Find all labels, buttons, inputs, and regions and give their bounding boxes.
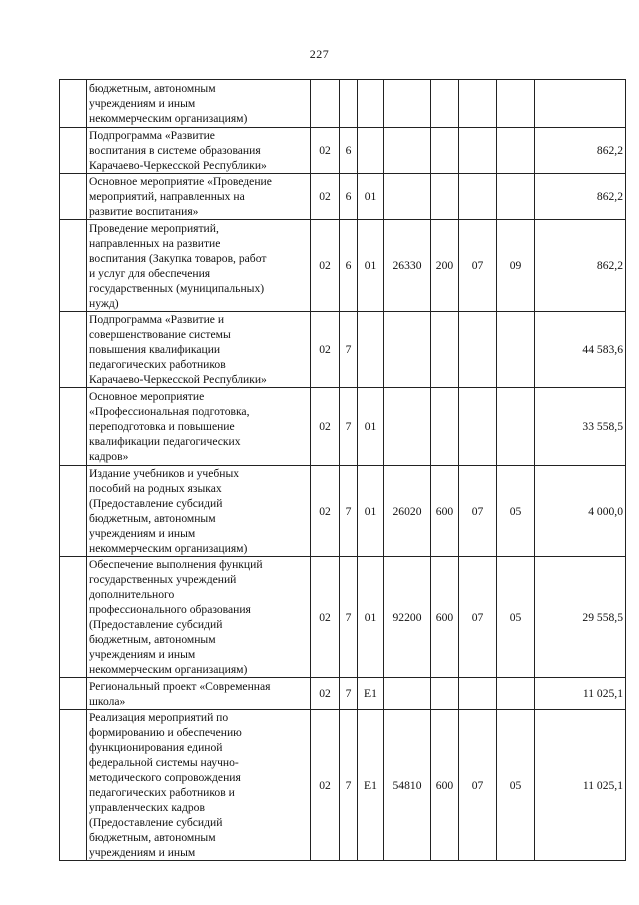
- subprogram-code-cell: [340, 312, 358, 388]
- row-name-cell: [87, 80, 311, 128]
- subprogram-code: 7: [345, 610, 352, 624]
- program-code-cell: [311, 174, 340, 220]
- row-name: бюджетным, автономным учреждениям и иным некоммерческим организациям): [89, 82, 248, 125]
- subsection-code: 09: [509, 259, 522, 272]
- main-event-code-cell: [358, 388, 384, 466]
- program-code: 02: [319, 420, 331, 433]
- subsection-code-cell: [497, 174, 535, 220]
- subprogram-code-cell: [340, 128, 358, 174]
- row-name: Региональный проект «Современная школа»: [89, 679, 271, 708]
- table-row: [60, 678, 626, 710]
- direction-code-cell: [384, 220, 431, 312]
- subprogram-code: 7: [345, 778, 352, 792]
- subsection-code-cell: [497, 128, 535, 174]
- subsection-code-cell: [497, 710, 535, 861]
- amount: 29 558,5: [582, 610, 623, 624]
- expense-type-code-cell: [431, 128, 459, 174]
- main-event-code-cell: [358, 678, 384, 710]
- main-event-code-cell: [358, 466, 384, 557]
- expense-type-code-cell: [431, 678, 459, 710]
- subprogram-code-cell: [340, 80, 358, 128]
- section-code-cell: [459, 388, 497, 466]
- section-code-cell: [459, 710, 497, 861]
- blank-cell: [60, 128, 87, 174]
- row-name-cell: [87, 557, 311, 678]
- blank-cell: [60, 312, 87, 388]
- amount-cell: [535, 80, 626, 128]
- page-number: 227: [309, 47, 330, 61]
- program-code: 02: [319, 144, 331, 157]
- row-name-cell: [87, 312, 311, 388]
- subprogram-code-cell: [340, 678, 358, 710]
- main-event-code: 01: [364, 259, 377, 272]
- main-event-code: 01: [364, 190, 377, 203]
- row-name: Обеспечение выполнения функций государственных учреждений дополнительного профессионального образования (Предоставление субсидий бюджетным, автономным учреждениям и иным некоммерческим организациям): [89, 558, 263, 676]
- blank-cell: [60, 220, 87, 312]
- subsection-code-cell: [497, 388, 535, 466]
- main-event-code-cell: [358, 174, 384, 220]
- table-row: [60, 220, 626, 312]
- table-row: [60, 388, 626, 466]
- expense-type-code: 200: [435, 259, 454, 272]
- main-event-code: 01: [364, 504, 377, 518]
- row-name: Основное мероприятие «Проведение мероприятий, направленных на развитие воспитания»: [89, 175, 272, 218]
- subsection-code: 05: [509, 610, 522, 624]
- program-code: 02: [319, 343, 331, 356]
- section-code-cell: [459, 678, 497, 710]
- subprogram-code: 7: [345, 420, 352, 433]
- blank-cell: [60, 678, 87, 710]
- main-event-code-cell: [358, 710, 384, 861]
- direction-code-cell: [384, 557, 431, 678]
- amount: 4 000,0: [588, 504, 623, 518]
- expense-type-code-cell: [431, 174, 459, 220]
- program-code-cell: [311, 312, 340, 388]
- direction-code-cell: [384, 312, 431, 388]
- amount: 862,2: [596, 190, 623, 203]
- section-code-cell: [459, 174, 497, 220]
- blank-cell: [60, 80, 87, 128]
- row-name-cell: [87, 128, 311, 174]
- main-event-code: Е1: [364, 778, 377, 792]
- section-code-cell: [459, 466, 497, 557]
- blank-cell: [60, 557, 87, 678]
- main-event-code: 01: [364, 610, 377, 624]
- expense-type-code-cell: [431, 388, 459, 466]
- main-event-code-cell: [358, 312, 384, 388]
- main-event-code-cell: [358, 220, 384, 312]
- amount-cell: [535, 128, 626, 174]
- section-code-cell: [459, 557, 497, 678]
- program-code: 02: [319, 190, 331, 203]
- direction-code-cell: [384, 128, 431, 174]
- subprogram-code-cell: [340, 174, 358, 220]
- direction-code-cell: [384, 388, 431, 466]
- program-code: 02: [319, 259, 331, 272]
- program-code: 02: [319, 778, 331, 792]
- row-name: Подпрограмма «Развитие и совершенствование системы повышения квалификации педагогических работников Карачаево-Черкесской Республики»: [89, 313, 267, 386]
- expense-type-code: 600: [435, 778, 454, 792]
- table-row: [60, 557, 626, 678]
- section-code-cell: [459, 220, 497, 312]
- subprogram-code: 7: [345, 687, 352, 700]
- subsection-code-cell: [497, 678, 535, 710]
- row-name-cell: [87, 678, 311, 710]
- program-code-cell: [311, 128, 340, 174]
- subprogram-code: 7: [345, 504, 352, 518]
- expense-type-code-cell: [431, 466, 459, 557]
- amount-cell: [535, 710, 626, 861]
- direction-code-cell: [384, 710, 431, 861]
- program-code: 02: [319, 687, 331, 700]
- amount: 33 558,5: [582, 420, 623, 433]
- row-name: Реализация мероприятий по формированию и обеспечению функционирования единой федеральной системы научно- методического сопровождения педагогических работников и управленческих кадров (Предоставление субсидий бюджетным, автономным учреждениям и иным: [89, 711, 242, 859]
- main-event-code: 01: [364, 420, 377, 433]
- row-name: Проведение мероприятий, направленных на развитие воспитания (Закупка товаров, работ и услуг для обеспечения государственных (муниципальных) нужд): [89, 221, 267, 310]
- main-event-code-cell: [358, 128, 384, 174]
- row-name-cell: [87, 388, 311, 466]
- table-row: [60, 128, 626, 174]
- blank-cell: [60, 388, 87, 466]
- program-code-cell: [311, 678, 340, 710]
- subsection-code-cell: [497, 466, 535, 557]
- subprogram-code-cell: [340, 388, 358, 466]
- table-row: [60, 710, 626, 861]
- direction-code-cell: [384, 466, 431, 557]
- program-code-cell: [311, 466, 340, 557]
- program-code-cell: [311, 710, 340, 861]
- program-code-cell: [311, 557, 340, 678]
- section-code: 07: [471, 610, 484, 624]
- program-code-cell: [311, 388, 340, 466]
- subprogram-code-cell: [340, 466, 358, 557]
- main-event-code-cell: [358, 80, 384, 128]
- amount: 11 025,1: [582, 687, 623, 700]
- expense-type-code: 600: [435, 504, 454, 518]
- row-name: Основное мероприятие «Профессиональная подготовка, переподготовка и повышение квалификации педагогических кадров»: [89, 390, 250, 463]
- subprogram-code: 6: [345, 144, 352, 157]
- direction-code-cell: [384, 174, 431, 220]
- subsection-code-cell: [497, 80, 535, 128]
- expense-type-code-cell: [431, 80, 459, 128]
- direction-code-cell: [384, 80, 431, 128]
- direction-code: 26020: [392, 504, 422, 518]
- amount-cell: [535, 557, 626, 678]
- direction-code: 92200: [392, 610, 422, 624]
- amount-cell: [535, 220, 626, 312]
- expense-type-code: 600: [435, 610, 454, 624]
- row-name-cell: [87, 466, 311, 557]
- subprogram-code-cell: [340, 220, 358, 312]
- expense-type-code-cell: [431, 312, 459, 388]
- amount-cell: [535, 174, 626, 220]
- subsection-code: 05: [509, 778, 522, 792]
- amount: 11 025,1: [582, 778, 623, 792]
- amount-cell: [535, 678, 626, 710]
- expense-type-code-cell: [431, 557, 459, 678]
- section-code: 07: [471, 778, 484, 792]
- section-code: 07: [471, 259, 484, 272]
- row-name: Издание учебников и учебных пособий на родных языках (Предоставление субсидий бюджетным, автономным учреждениям и иным некоммерческим организациям): [89, 467, 248, 555]
- amount: 44 583,6: [582, 343, 623, 356]
- table-row: [60, 466, 626, 557]
- blank-cell: [60, 466, 87, 557]
- row-name-cell: [87, 710, 311, 861]
- section-code: 07: [471, 504, 484, 518]
- subsection-code-cell: [497, 557, 535, 678]
- main-event-code-cell: [358, 557, 384, 678]
- subprogram-code: 6: [345, 259, 352, 272]
- subprogram-code-cell: [340, 710, 358, 861]
- subprogram-code-cell: [340, 557, 358, 678]
- table-row: [60, 312, 626, 388]
- direction-code-cell: [384, 678, 431, 710]
- row-name-cell: [87, 220, 311, 312]
- subprogram-code: 6: [345, 190, 352, 203]
- amount: 862,2: [596, 259, 623, 272]
- expense-type-code-cell: [431, 710, 459, 861]
- section-code-cell: [459, 312, 497, 388]
- amount-cell: [535, 312, 626, 388]
- amount-cell: [535, 466, 626, 557]
- subprogram-code: 7: [345, 343, 352, 356]
- program-code-cell: [311, 220, 340, 312]
- subsection-code-cell: [497, 312, 535, 388]
- program-code: 02: [319, 504, 331, 518]
- blank-cell: [60, 710, 87, 861]
- table-row: [60, 174, 626, 220]
- main-event-code: Е1: [364, 687, 377, 700]
- section-code-cell: [459, 80, 497, 128]
- table-row: [60, 80, 626, 128]
- subsection-code-cell: [497, 220, 535, 312]
- subsection-code: 05: [509, 504, 522, 518]
- blank-cell: [60, 174, 87, 220]
- budget-table: [59, 79, 626, 861]
- amount-cell: [535, 388, 626, 466]
- program-code: 02: [319, 610, 331, 624]
- table-body: [60, 80, 626, 861]
- section-code-cell: [459, 128, 497, 174]
- row-name: Подпрограмма «Развитие воспитания в системе образования Карачаево-Черкесской Республики»: [89, 129, 267, 172]
- row-name-cell: [87, 174, 311, 220]
- direction-code: 54810: [392, 778, 422, 792]
- direction-code: 26330: [392, 259, 422, 272]
- expense-type-code-cell: [431, 220, 459, 312]
- amount: 862,2: [596, 144, 623, 157]
- program-code-cell: [311, 80, 340, 128]
